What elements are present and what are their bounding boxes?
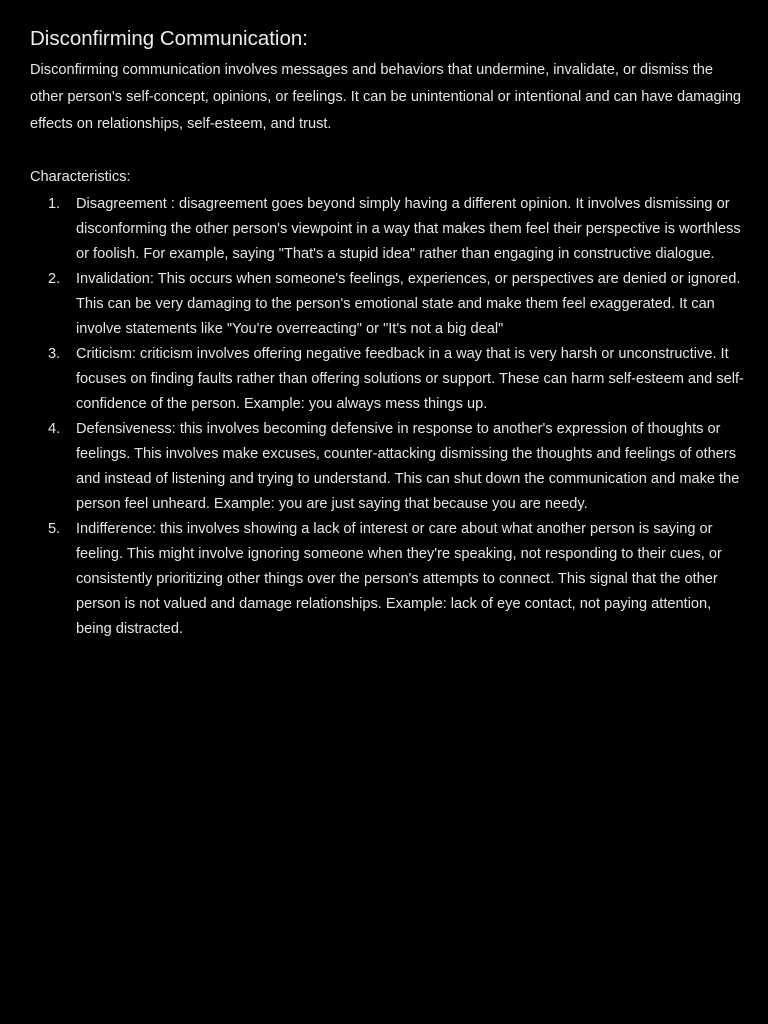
list-item-number: 1. — [48, 195, 61, 212]
list-item-text: Indifference: this involves showing a lack of interest or care about what another person is saying or feeling. This might involve ignoring someone when they're speaking, not responding to their cues, or consistently prioritizing other things over the person's attempts to connect. This signal that the other person is not valued and damage relationships. Example: lack of eye contact, not paying attention, being distracted. — [76, 520, 722, 637]
list-item — [30, 342, 744, 417]
list-item-number: 2. — [48, 270, 61, 287]
list-item-text: Criticism: criticism involves offering negative feedback in a way that is very harsh or unconstructive. It focuses on finding faults rather than offering solutions or support. These can harm self-esteem and self-confidence of the person. Example: you always mess things up. — [76, 345, 744, 412]
list-item-number: 5. — [48, 520, 61, 537]
list-item-text: Disagreement : disagreement goes beyond simply having a different opinion. It involves dismissing or disconforming the other person's viewpoint in a way that makes them feel their perspective is worthless or foolish. For example, saying "That's a stupid idea" rather than engaging in constructive dialogue. — [76, 195, 741, 262]
list-item — [30, 267, 744, 342]
list-item — [30, 417, 744, 517]
list-item — [30, 517, 744, 642]
section-heading: Characteristics: — [30, 168, 131, 185]
characteristics-list — [30, 192, 744, 642]
list-item-text: Invalidation: This occurs when someone's feelings, experiences, or perspectives are denied or ignored. This can be very damaging to the person's emotional state and make them feel exaggerated. It can involve statements like "You're overreacting" or "It's not a big deal" — [76, 270, 741, 337]
list-item — [30, 192, 744, 267]
list-item-number: 3. — [48, 345, 61, 362]
intro-paragraph: Disconfirming communication involves messages and behaviors that undermine, invalidate, or dismiss the other person's self-concept, opinions, or feelings. It can be unintentional or intentional and can have damaging effects on relationships, self-esteem, and trust. — [30, 62, 742, 133]
page-title: Disconfirming Communication: — [30, 27, 308, 50]
list-item-number: 4. — [48, 420, 61, 437]
list-item-text: Defensiveness: this involves becoming defensive in response to another's expression of thoughts or feelings. This involves make excuses, counter-attacking dismissing the thoughts and feelings of others and instead of listening and trying to understand. This can shut down the communication and make the person feel unheard. Example: you are just saying that because you are needy. — [76, 420, 740, 512]
